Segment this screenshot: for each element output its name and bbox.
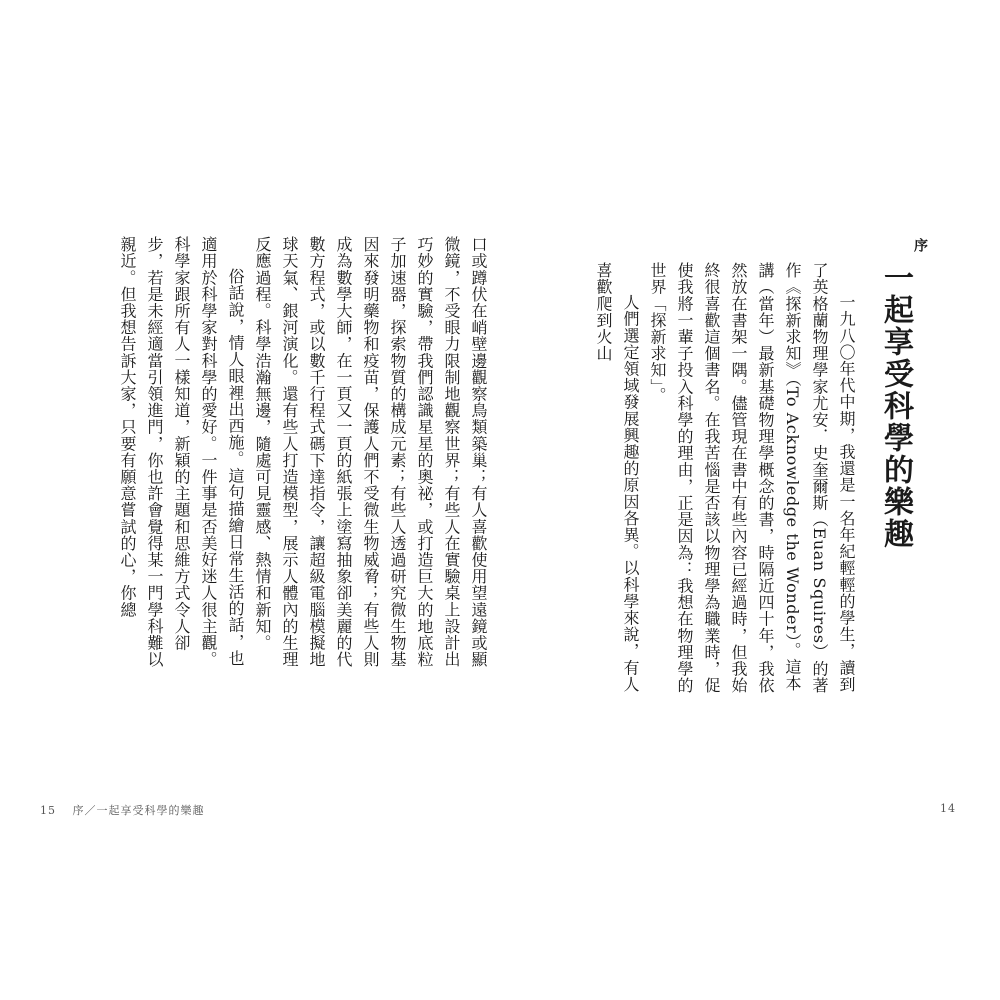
chapter-label: 序 [912,238,928,254]
paragraph: 口或蹲伏在峭壁邊觀察鳥類築巢；有人喜歡使用望遠鏡或顯微鏡，不受眼力限制地觀察世界；有些人在實驗桌上設計出巧妙的實驗，帶我們認識星星的奧祕，或打造巨大的地底粒子加速器，探索物質的構成元素；有些人透過研究微生物基因來發明藥物和疫苗，保護人們不受微生物威脅；有些人則成為數學大師，在一頁又一頁的紙張上塗寫抽象卻美麗的代數方程式，或以數千行程式碼下達指令，讓超級電腦模擬地球天氣、銀河演化。還有些人打造模型，展示人體內的生理反應過程。科學浩瀚無邊，隨處可見靈感、熱情和新知。 [253,236,488,668]
left-page-footer [40,802,205,818]
left-page-body [12,236,492,681]
right-page-body [594,262,860,702]
left-page-number: 15 [40,804,56,817]
chapter-title: 一起享受科學的樂趣 [878,262,913,550]
paragraph: 俗話說，情人眼裡出西施。這句描繪日常生活的話，也適用於科學家對科學的愛好。一件事是否美好迷人很主觀。科學家跟所有人一樣知道，新穎的主題和思維方式令人卻步，若是未經適當引領進門，你也許會覺得某一門學科難以親近。但我想告訴大家，只要有願意嘗試的心，你總 [118,236,245,668]
paragraph: 人們選定領域發展興趣的原因各異。以科學來說，有人喜歡爬到火山 [594,262,640,693]
right-page-number: 14 [940,802,956,815]
running-head: 序／一起享受科學的樂趣 [72,804,205,817]
paragraph: 一九八〇年代中期，我還是一名年紀輕輕的學生，讀到了英格蘭物理學家尤安．史奎爾斯（Euan Squires）的著作《探新求知》（To Acknowledge the Wonder）。這本講（當年）最新基礎物理學概念的書，時隔近四十年，我依然放在書架一隅。儘管現在書中有些內容已經過時，但我始終很喜歡這個書名。在我苦惱是否該以物理學為職業時，促使我將一輩子投入科學的理由，正是因為：我想在物理學的世界「探新求知」。 [648,262,856,694]
